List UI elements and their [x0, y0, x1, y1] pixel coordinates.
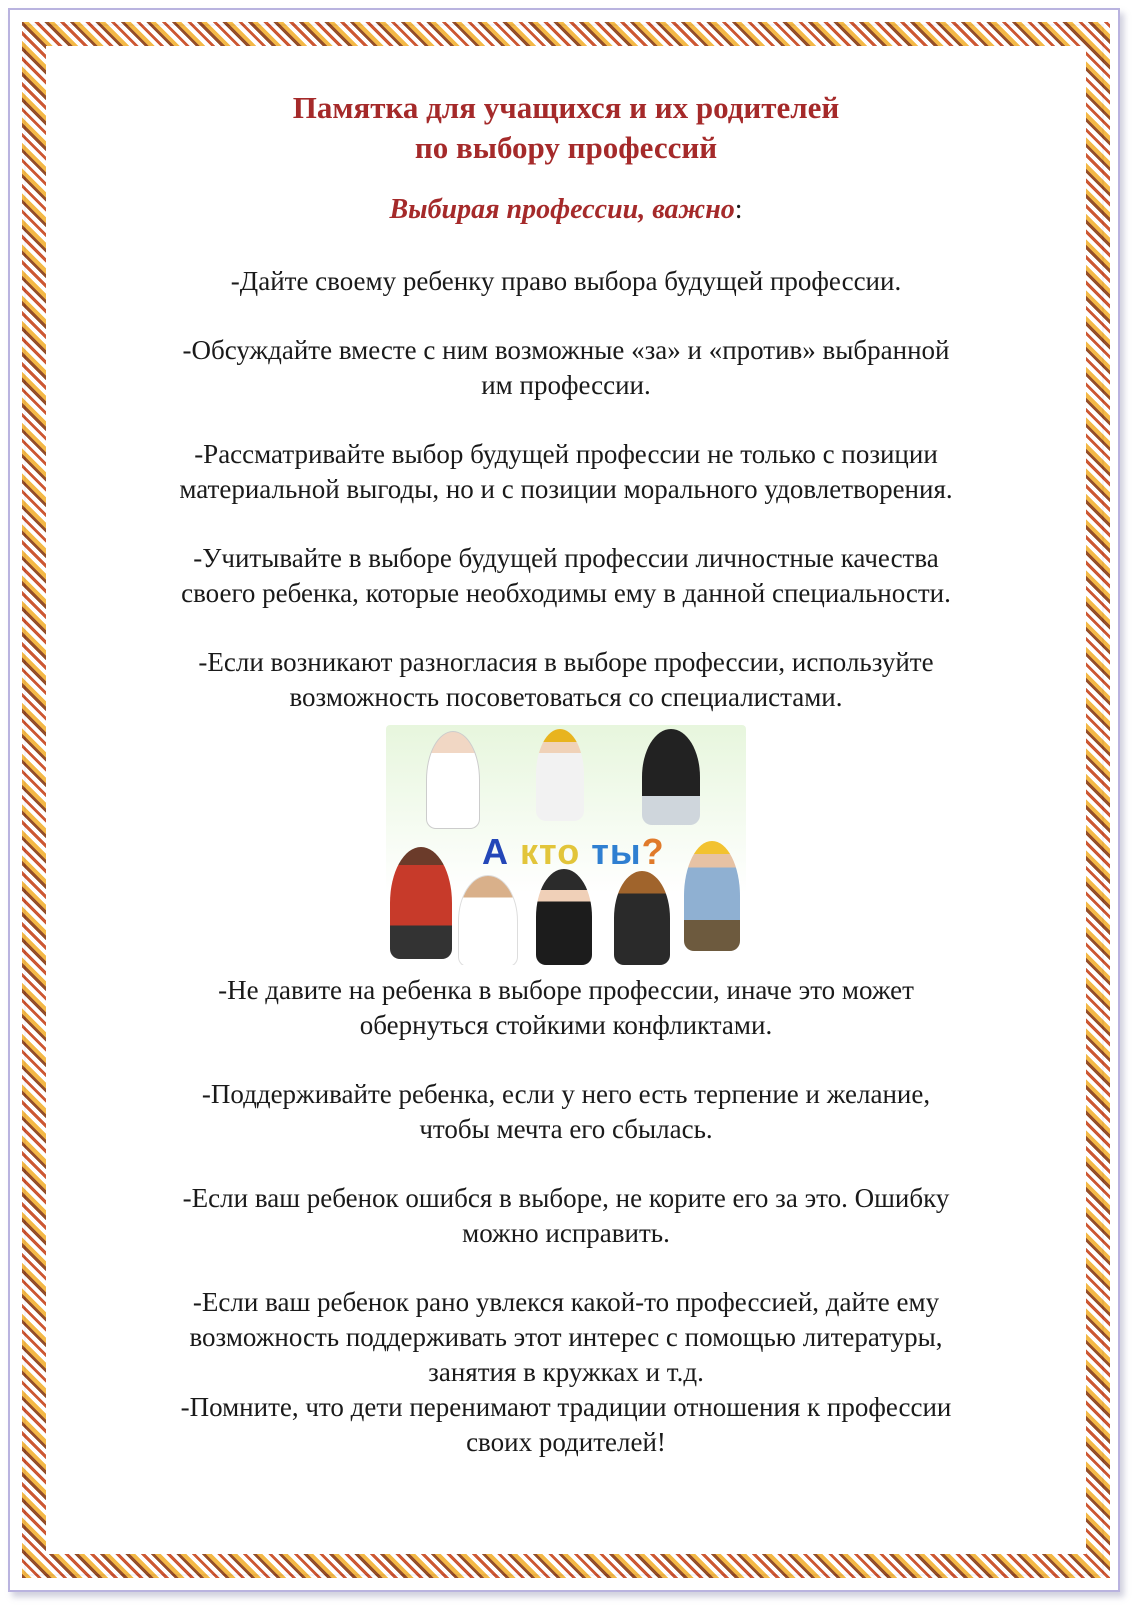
caption-ty: ты	[591, 831, 642, 872]
paragraph-line: -Обсуждайте вместе с ним возможные «за» и «против» выбранной	[182, 335, 950, 365]
teacher-figure	[614, 871, 670, 965]
memo-title	[60, 88, 1072, 168]
worker-figure	[390, 847, 452, 959]
paragraph-line: -Помните, что дети перенимают традиции отношения к профессии	[180, 1392, 952, 1422]
paragraph-line: -Рассматривайте выбор будущей профессии не только с позиции	[194, 439, 938, 469]
paragraph-line: своих родителей!	[466, 1427, 666, 1457]
paragraph-line: -Если ваш ребенок рано увлекся какой-то профессией, дайте ему	[192, 1287, 940, 1317]
paragraph	[60, 973, 1072, 1043]
caption-question-mark: ?	[641, 831, 665, 872]
professions-illustration	[386, 725, 746, 965]
student-figure	[642, 729, 700, 825]
paragraph	[60, 264, 1072, 299]
subtitle-colon: :	[734, 194, 743, 225]
caption-kto: кто	[520, 831, 581, 872]
paragraph	[60, 437, 1072, 507]
paragraph-line: им профессии.	[481, 370, 651, 400]
paragraph-line: -Поддерживайте ребенка, если у него есть терпение и желание,	[201, 1079, 931, 1109]
doctor-figure	[458, 875, 518, 965]
caption-letter-a: А	[482, 831, 509, 872]
paragraph-line: -Учитывайте в выборе будущей профессии личностные качества	[193, 543, 939, 573]
paragraph-line: занятия в кружках и т.д.	[428, 1357, 704, 1387]
title-line-1: Памятка для учащихся и их родителей	[292, 90, 840, 125]
paragraph-line: материальной выгоды, но и с позиции морального удовлетворения.	[179, 474, 953, 504]
paragraph-line: возможность поддерживать этот интерес с помощью литературы,	[189, 1322, 943, 1352]
illustration-caption	[482, 831, 665, 873]
businesswoman-figure	[536, 869, 592, 965]
chef-figure	[426, 731, 480, 829]
paragraph	[60, 1390, 1072, 1460]
paragraph	[60, 1077, 1072, 1147]
paragraph-line: своего ребенка, которые необходимы ему в данной специальности.	[181, 578, 951, 608]
paragraph-line: возможность посоветоваться со специалистами.	[289, 682, 843, 712]
paragraph	[60, 1181, 1072, 1251]
engineer-figure	[684, 841, 740, 951]
paragraph	[60, 1285, 1072, 1390]
builder-figure	[536, 729, 584, 821]
paragraph	[60, 645, 1072, 715]
paragraph-line: можно исправить.	[462, 1218, 670, 1248]
memo-content	[60, 70, 1072, 1460]
paragraph-line: -Если ваш ребенок ошибся в выборе, не корите его за это. Ошибку	[182, 1183, 950, 1213]
paragraph-line: обернуться стойкими конфликтами.	[359, 1010, 773, 1040]
paragraph	[60, 333, 1072, 403]
subtitle-text: Выбирая профессии, важно	[389, 194, 735, 225]
memo-subtitle	[60, 194, 1072, 226]
paragraph-line: чтобы мечта его сбылась.	[419, 1114, 713, 1144]
paragraph-line: -Если возникают разногласия в выборе профессии, используйте	[198, 647, 934, 677]
title-line-2: по выбору профессий	[414, 130, 718, 165]
paragraph	[60, 541, 1072, 611]
paragraph-line: -Дайте своему ребенку право выбора будущей профессии.	[230, 266, 902, 296]
paragraph-line: -Не давите на ребенка в выборе профессии, иначе это может	[218, 975, 914, 1005]
